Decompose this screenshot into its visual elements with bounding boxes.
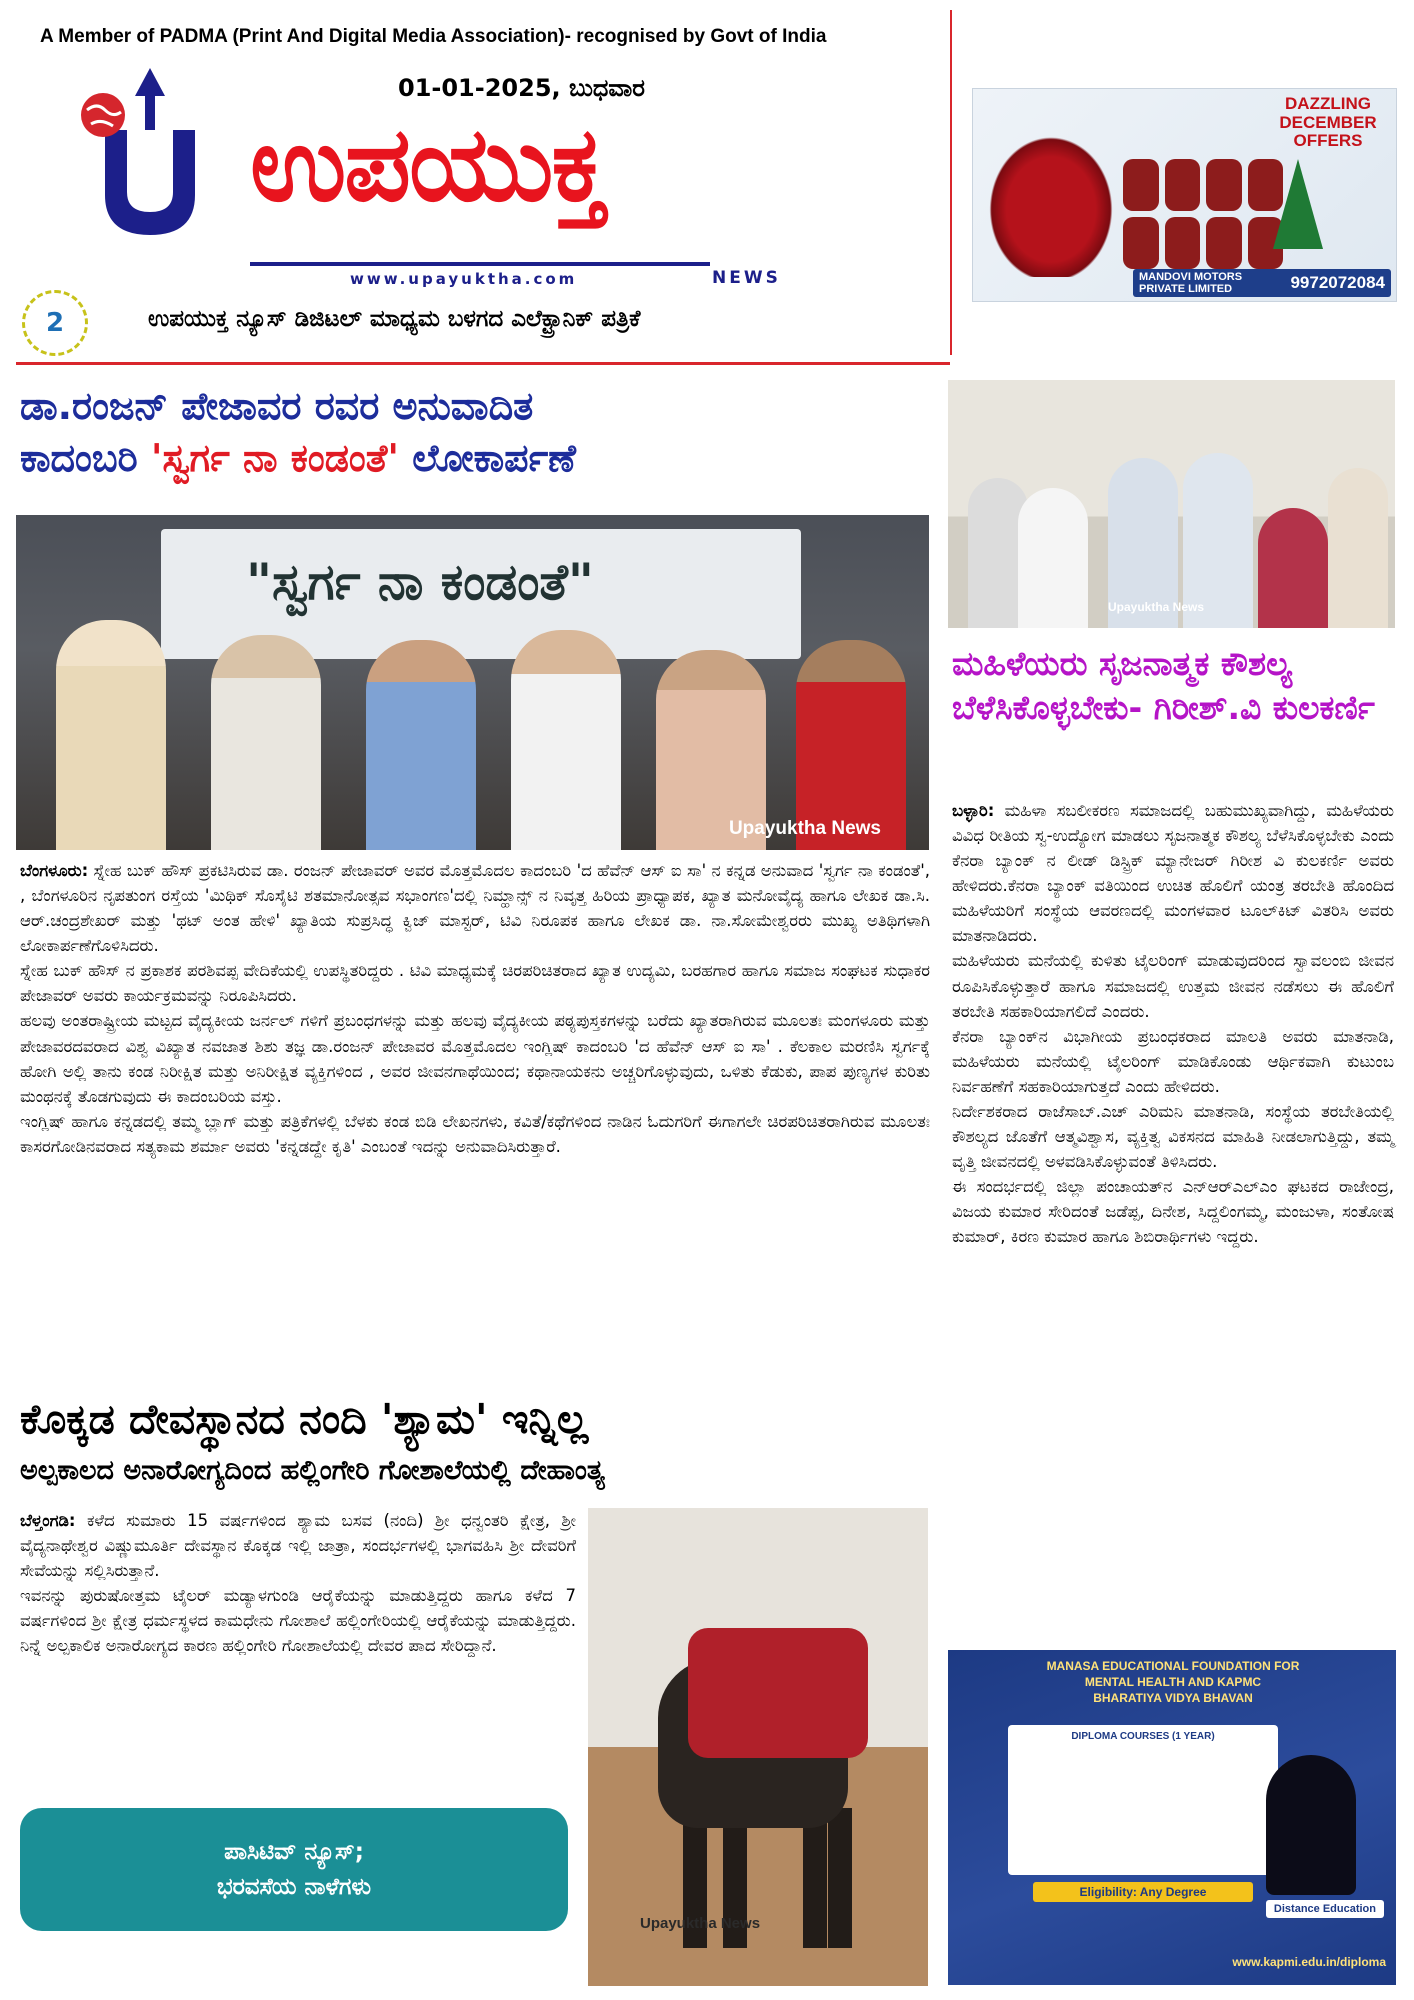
photo-watermark: Upayuktha News: [1108, 600, 1205, 614]
second-paragraph: [20, 1508, 576, 1583]
page-number-badge: 2: [22, 290, 88, 356]
ad-distance-label: Distance Education: [1266, 1900, 1384, 1918]
masthead-divider-horizontal: [16, 362, 950, 365]
bull-leg: [828, 1808, 852, 1948]
ad-foundation-name: MANASA EDUCATIONAL FOUNDATION FOR MENTAL HEALTH AND KAPMC: [1046, 1659, 1300, 1690]
person-figure: [211, 635, 321, 850]
second-paragraph: ಇವನನ್ನು ಪುರುಷೋತ್ತಮ ಟೈಲರ್ ಮಡ್ಯಾಳಗುಂಡಿ ಆರೈಕೆಯನ್ನು ಮಾಡುತ್ತಿದ್ದರು ಹಾಗೂ ಕಳೆದ 7 ವರ್ಷಗಳಿಂದ ಶ್ರೀ ಕ್ಷೇತ್ರ ಧರ್ಮಸ್ಥಳದ ಕಾಮಧೇನು ಗೋಶಾಲೆ ಹಲ್ಲಿಂಗೇರಿಯಲ್ಲಿ ಆರೈಕೆಯನ್ನು ಮಾಡುತ್ತಿದ್ದರು. ನಿನ್ನೆ ಅಲ್ಪಕಾಲಿಕ ಅನಾರೋಗ್ಯದ ಕಾರಣ ಹಲ್ಲಿಂಗೇರಿ ಗೋಶಾಲೆಯಲ್ಲಿ ದೇವರ ಪಾದ ಸೇರಿದ್ದಾನೆ.: [20, 1586, 576, 1656]
christmas-tree-icon: [1273, 159, 1323, 249]
lead-headline-end: ಲೋಕಾರ್ಪಣೆ: [412, 436, 576, 481]
ad-website-link[interactable]: www.kapmi.edu.in/diploma: [1232, 1955, 1386, 1969]
issue-date: 01-01-2025, ಬುಧವಾರ: [398, 74, 645, 102]
ad-course-box: [1008, 1725, 1278, 1875]
photo-watermark: Upayuktha News: [640, 1915, 761, 1932]
diploma-course-ad[interactable]: [948, 1650, 1396, 1985]
positive-news-box: [20, 1808, 568, 1931]
toolkit-distribution-photo: [948, 380, 1395, 628]
car-model-grid: [1123, 159, 1283, 269]
right-paragraph: [952, 798, 1394, 948]
lead-dateline: ಬೆಂಗಳೂರು:: [20, 861, 89, 880]
positive-box-line1: ಪಾಸಿಟಿವ್ ನ್ಯೂಸ್;: [224, 1839, 364, 1865]
lead-paragraph: [20, 858, 930, 958]
ad-course-title: DIPLOMA COURSES (1 YEAR): [1071, 1731, 1215, 1742]
photo-watermark: Upayuktha News: [728, 818, 881, 839]
ad-bhavan-name: BHARATIYA VIDYA BHAVAN: [1093, 1691, 1253, 1706]
person-figure: [1258, 508, 1328, 628]
second-paragraph-text: ಕಳೆದ ಸುಮಾರು 15 ವರ್ಷಗಳಿಂದ ಶ್ಯಾಮ ಬಸವ (ನಂದಿ) ಶ್ರೀ ಧನ್ವಂತರಿ ಕ್ಷೇತ್ರ, ಶ್ರೀ ವೈದ್ಯನಾಥೇಶ್ವರ ವಿಷ್ಣುಮೂರ್ತಿ ದೇವಸ್ಥಾನ ಕೊಕ್ಕಡ ಇಲ್ಲಿ ಜಾತ್ರಾ, ಸಂದರ್ಭಗಳಲ್ಲಿ ಭಾಗವಹಿಸಿ ಶ್ರೀ ದೇವರಿಗೆ ಸೇವೆಯನ್ನು ಸಲ್ಲಿಸಿರುತ್ತಾನೆ.: [20, 1511, 576, 1581]
person-figure: [366, 640, 476, 850]
car-dealer-ad[interactable]: [972, 88, 1397, 302]
person-figure: [1328, 468, 1388, 628]
masthead-divider-vertical: [950, 10, 952, 355]
logo-news-label: NEWS: [712, 268, 781, 288]
upayuktha-logo-icon: [65, 60, 235, 250]
student-figure: [1266, 1755, 1356, 1895]
second-headline: ಕೊಕ್ಕಡ ದೇವಸ್ಥಾನದ ನಂದಿ 'ಶ್ಯಾಮ' ಇನ್ನಿಲ್ಲ: [20, 1395, 589, 1443]
person-figure: [56, 620, 166, 850]
second-dateline: ಬೆಳ್ತಂಗಡಿ:: [20, 1511, 76, 1530]
lead-paragraph: ಸ್ನೇಹ ಬುಕ್ ಹೌಸ್ ನ ಪ್ರಕಾಶಕ ಪರಶಿವಪ್ಪ ವೇದಿಕೆಯಲ್ಲಿ ಉಪಸ್ಥಿತರಿದ್ದರು . ಟಿವಿ ಮಾಧ್ಯಮಕ್ಕೆ ಚಿರಪರಿಚಿತರಾದ ಖ್ಯಾತ ಉದ್ಯಮಿ, ಬರಹಗಾರ ಹಾಗೂ ಸಮಾಜ ಸಂಘಟಕ ಸುಧಾಕರ ಪೇಜಾವರ್ ಅವರು ಕಾರ್ಯಕ್ರಮವನ್ನು ನಿರೂಪಿಸಿದರು.: [20, 961, 930, 1006]
lead-headline: [20, 380, 935, 485]
right-dateline: ಬಳ್ಳಾರಿ:: [952, 801, 995, 820]
logo-underline: [250, 262, 710, 266]
lead-article-body: [20, 858, 930, 1159]
red-car-image: [981, 127, 1121, 277]
masthead-tagline: ಉಪಯುಕ್ತ ನ್ಯೂಸ್ ಡಿಜಿಟಲ್ ಮಾಧ್ಯಮ ಬಳಗದ ಎಲೆಕ್ಟ್ರಾನಿಕ್ ಪತ್ರಿಕೆ: [148, 306, 641, 332]
lead-headline-line1: ಡಾ.ರಂಜನ್ ಪೇಜಾವರ ರವರ ಅನುವಾದಿತ: [20, 384, 534, 428]
event-banner-title: "ಸ್ವರ್ಗ ನಾ ಕಂಡಂತೆ": [246, 553, 594, 611]
ad-institution-heading: [1028, 1658, 1318, 1707]
second-subheadline: ಅಲ್ಪಕಾಲದ ಅನಾರೋಗ್ಯದಿಂದ ಹಲ್ಲಿಂಗೇರಿ ಗೋಶಾಲೆಯಲ್ಲಿ ದೇಹಾಂತ್ಯ: [20, 1455, 605, 1486]
right-headline: ಮಹಿಳೆಯರು ಸೃಜನಾತ್ಮಕ ಕೌಶಲ್ಯ ಬೆಳೆಸಿಕೊಳ್ಳಬೇಕು- ಗಿರೀಶ್.ವಿ ಕುಲಕರ್ಣಿ: [952, 644, 1375, 727]
person-figure: [511, 630, 621, 850]
book-release-photo: [16, 515, 929, 850]
lead-paragraph-text: ಸ್ನೇಹ ಬುಕ್ ಹೌಸ್ ಪ್ರಕಟಿಸಿರುವ ಡಾ. ರಂಜನ್ ಪೇಜಾವರ್ ಅವರ ಮೊತ್ತಮೊದಲ ಕಾದಂಬರಿ 'ದ ಹೆವೆನ್ ಆಸ್ ಐ ಸಾ' ನ ಕನ್ನಡ ಅನುವಾದ 'ಸ್ವರ್ಗ ನಾ ಕಂಡಂತೆ', , ಬೆಂಗಳೂರಿನ ನೃಪತುಂಗ ರಸ್ತೆಯ 'ಮಿಥಿಕ್ ಸೊಸೈಟಿ ಶತಮಾನೋತ್ಸವ ಸಭಾಂಗಣ'ದಲ್ಲಿ ನಿಮ್ಹಾನ್ಸ್ ನ ನಿವೃತ್ತ ಹಿರಿಯ ಪ್ರಾಧ್ಯಾಪಕ, ಖ್ಯಾತ ಮನೋವೈದ್ಯ ಹಾಗೂ ಲೇಖಕ ಡಾ.ಸಿ. ಆರ್.ಚಂದ್ರಶೇಖರ್ ಮತ್ತು 'ಥಟ್ ಅಂತ ಹೇಳಿ' ಖ್ಯಾತಿಯ ಸುಪ್ರಸಿದ್ಧ ಕ್ವಿಜ್ ಮಾಸ್ಟರ್, ಟಿವಿ ನಿರೂಪಕ ಹಾಗೂ ಲೇಖಕ ಡಾ. ನಾ.ಸೋಮೇಶ್ವರರು ಮುಖ್ಯ ಅತಿಥಿಗಳಾಗಿ ಲೋಕಾರ್ಪಣೆಗೊಳಿಸಿದರು.: [20, 861, 930, 956]
padma-membership-line: A Member of PADMA (Print And Digital Media Association)- recognised by Govt of India: [40, 26, 827, 47]
lead-paragraph: ಹಲವು ಅಂತರಾಷ್ಟ್ರೀಯ ಮಟ್ಟದ ವೈದ್ಯಕೀಯ ಜರ್ನಲ್ ಗಳಿಗೆ ಪ್ರಬಂಧಗಳನ್ನು ಮತ್ತು ಹಲವು ವೈದ್ಯಕೀಯ ಪಠ್ಯಪುಸ್ತಕಗಳನ್ನು ಬರೆದು ಖ್ಯಾತರಾಗಿರುವ ಮೂಲತಃ ಮಂಗಳೂರು ಮತ್ತು ಪೇಜಾವರದವರಾದ ವಿಶ್ವ ವಿಖ್ಯಾತ ನವಜಾತ ಶಿಶು ತಜ್ಞ ಡಾ.ರಂಜನ್ ಪೇಜಾವರ ಮೊತ್ತಮೊದಲ ಇಂಗ್ಲಿಷ್ ಕಾದಂಬರಿ 'ದ ಹೆವೆನ್ ಆಸ್ ಐ ಸಾ' . ಕೆಲಕಾಲ ಮರಣಿಸಿ ಸ್ವರ್ಗಕ್ಕೆ ಹೋಗಿ ಅಲ್ಲಿ ತಾನು ಕಂಡ ನಿರೀಕ್ಷಿತ ಮತ್ತು ಅನಿರೀಕ್ಷಿತ ವ್ಯಕ್ತಿಗಳಿಂದ , ಅವರ ಜೀವನಗಾಥೆಯಿಂದ; ಕಥಾನಾಯಕನು ಅಚ್ಚರಿಗೊಳ್ಳುವುದು, ಒಳಿತು ಕೆಡುಕು, ಪಾಪ ಪುಣ್ಯಗಳ ಕುರಿತು ಮಂಥನಕ್ಕೆ ತೊಡಗುವುದು ಈ ಕಾದಂಬರಿಯ ವಸ್ತು.: [20, 1011, 930, 1106]
right-paragraph: ನಿರ್ದೇಶಕರಾದ ರಾಜೆಸಾಬ್.ಎಚ್ ಎರಿಮನಿ ಮಾತನಾಡಿ, ಸಂಸ್ಥೆಯ ತರಬೇತಿಯಲ್ಲಿ ಕೌಶಲ್ಯದ ಜೊತೆಗೆ ಆತ್ಮವಿಶ್ವಾಸ, ವ್ಯಕ್ತಿತ್ವ ವಿಕಸನದ ಮಾಹಿತಿ ನೀಡಲಾಗುತ್ತಿದ್ದು, ತಮ್ಮ ವೃತ್ತಿ ಜೀವನದಲ್ಲಿ ಅಳವಡಿಸಿಕೊಳ್ಳುವಂತೆ ತಿಳಿಸಿದರು.: [952, 1101, 1394, 1172]
ad-offer-headline: DAZZLING DECEMBER OFFERS: [1279, 94, 1377, 151]
ad-dealer-bar: [1133, 269, 1391, 297]
right-paragraph-text: ಮಹಿಳಾ ಸಬಲೀಕರಣ ಸಮಾಜದಲ್ಲಿ ಬಹುಮುಖ್ಯವಾಗಿದ್ದು, ಮಹಿಳೆಯರು ವಿವಿಧ ರೀತಿಯ ಸ್ವ-ಉದ್ಯೋಗ ಮಾಡಲು ಸೃಜನಾತ್ಮಕ ಕೌಶಲ್ಯ ಬೆಳೆಸಿಕೊಳ್ಳಬೇಕು ಎಂದು ಕೆನರಾ ಬ್ಯಾಂಕ್ ನ ಲೀಡ್ ಡಿಸ್ಟ್ರಿಕ್ ಮ್ಯಾನೇಜರ್ ಗಿರೀಶ ವಿ ಕುಲಕರ್ಣಿ ಅವರು ಹೇಳಿದರು.ಕೆನರಾ ಬ್ಯಾಂಕ್ ವತಿಯಿಂದ ಉಚಿತ ಹೊಲಿಗೆ ಯಂತ್ರ ತರಬೇತಿ ಹೊಂದಿದ ಮಹಿಳೆಯರಿಗೆ ಸಂಸ್ಥೆಯ ಆವರಣದಲ್ಲಿ ಮಂಗಳವಾರ ಟೂಲ್‌ಕಿಟ್ ವಿತರಿಸಿ ಅವರು ಮಾತನಾಡಿದರು.: [952, 801, 1394, 946]
lead-headline-title: 'ಸ್ವರ್ಗ ನಾ ಕಂಡಂತೆ': [150, 436, 400, 481]
bull-cloth: [688, 1628, 868, 1758]
lead-paragraph: ಇಂಗ್ಲಿಷ್ ಹಾಗೂ ಕನ್ನಡದಲ್ಲಿ ತಮ್ಮ ಬ್ಲಾಗ್ ಮತ್ತು ಪತ್ರಿಕೆಗಳಲ್ಲಿ ಬೆಳಕು ಕಂಡ ಬಿಡಿ ಲೇಖನಗಳು, ಕವಿತೆ/ಕಥೆಗಳಿಂದ ನಾಡಿನ ಓದುಗರಿಗೆ ಈಗಾಗಲೇ ಚಿರಪರಿಚಿತರಾಗಿರುವ ಮೂಲತಃ ಕಾಸರಗೋಡಿನವರಾದ ಸತ್ಯಕಾಮ ಶರ್ಮಾ ಅವರು 'ಕನ್ನಡದ್ದೇ ಕೃತಿ' ಎಂಬಂತೆ ಇದನ್ನು ಅನುವಾದಿಸಿರುತ್ತಾರೆ.: [20, 1111, 930, 1156]
second-article-body: [20, 1508, 576, 1658]
logo-url[interactable]: www.upayuktha.com: [350, 270, 578, 288]
right-paragraph: ಈ ಸಂದರ್ಭದಲ್ಲಿ ಜಿಲ್ಲಾ ಪಂಚಾಯತ್‌ನ ಎನ್‌ಆರ್‌ಎಲ್‌ಎಂ ಘಟಕದ ರಾಜೇಂದ್ರ, ವಿಜಯ ಕುಮಾರ ಸೇರಿದಂತೆ ಜಡೆಪ್ಪ, ದಿನೇಶ, ಸಿದ್ದಲಿಂಗಮ್ಮ, ಮಂಜುಳಾ, ಸಂತೋಷ ಕುಮಾರ್, ಕಿರಣ ಕುಮಾರ ಹಾಗೂ ಶಿಬಿರಾರ್ಥಿಗಳು ಇದ್ದರು.: [952, 1177, 1394, 1247]
nandi-bull-photo: [588, 1508, 928, 1986]
masthead-logo-text: ಉಪಯುಕ್ತ: [250, 103, 606, 225]
ad-dealer-name: MANDOVI MOTORS PRIVATE LIMITED: [1139, 271, 1243, 295]
ad-eligibility: Eligibility: Any Degree: [1033, 1882, 1253, 1902]
right-paragraph: ಕೆನರಾ ಬ್ಯಾಂಕ್‌ನ ವಿಭಾಗೀಯ ಪ್ರಬಂಧಕರಾದ ಮಾಲತಿ ಅವರು ಮಾತನಾಡಿ, ಮಹಿಳೆಯರು ಮನೆಯಲ್ಲಿ ಟೈಲರಿಂಗ್ ಮಾಡಿಕೊಂಡು ಆರ್ಥಿಕವಾಗಿ ಕುಟುಂಬ ನಿರ್ವಹಣೆಗೆ ಸಹಕಾರಿಯಾಗುತ್ತದೆ ಎಂದು ಹೇಳಿದರು.: [952, 1026, 1394, 1096]
positive-box-line2: ಭರವಸೆಯ ನಾಳೆಗಳು: [216, 1873, 372, 1900]
right-article-body: [952, 798, 1394, 1249]
right-paragraph: ಮಹಿಳೆಯರು ಮನೆಯಲ್ಲಿ ಕುಳಿತು ಟೈಲರಿಂಗ್ ಮಾಡುವುದರಿಂದ ಸ್ವಾವಲಂಬಿ ಜೀವನ ರೂಪಿಸಿಕೊಳ್ಳುತ್ತಾರೆ ಹಾಗೂ ಸಮಾಜದಲ್ಲಿ ಉತ್ತಮ ಜೀವನ ನಡೆಸಲು ಈ ಹೊಲಿಗೆ ತರಬೇತಿ ಸಹಕಾರಿಯಾಗಲಿದೆ ಎಂದರು.: [952, 951, 1394, 1021]
bull-leg: [803, 1808, 827, 1948]
person-figure: [1018, 488, 1088, 628]
ad-phone-number: 9972072084: [1290, 273, 1385, 292]
lead-headline-word: ಕಾದಂಬರಿ: [20, 436, 138, 481]
